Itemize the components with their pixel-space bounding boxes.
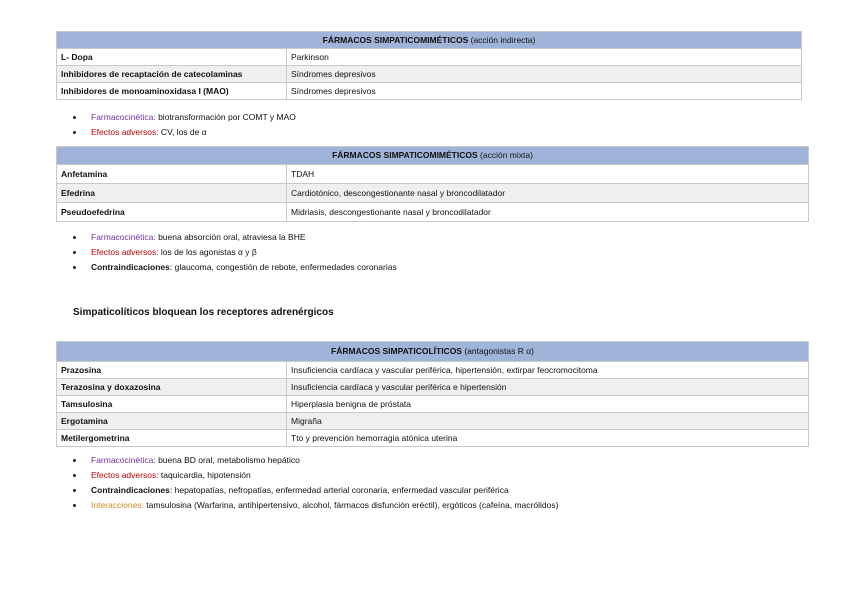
list-item: Efectos adversos: los de los agonistas α y β [73, 245, 397, 260]
table-simpaticomimeticos-mixta [56, 146, 809, 222]
drug-use: Síndromes depresivos [287, 66, 802, 83]
table-row [57, 165, 809, 184]
table-header-row [57, 147, 809, 165]
drug-name: Pseudoefedrina [57, 203, 287, 222]
list-item: Farmacocinética: buena absorción oral, atraviesa la BHE [73, 230, 397, 245]
table-row [57, 396, 809, 413]
table-row [57, 83, 802, 100]
drug-use: Parkinson [287, 49, 802, 66]
drug-name: Efedrina [57, 184, 287, 203]
list-item: Contraindicaciones: glaucoma, congestión de rebote, enfermedades coronarias [73, 260, 397, 275]
table-row [57, 203, 809, 222]
table-row [57, 49, 802, 66]
list-item: Farmacocinética: buena BD oral, metabolismo hepático [73, 453, 558, 468]
table-simpaticomimeticos-indirecta [56, 31, 802, 100]
table-row [57, 184, 809, 203]
list-item: Farmacocinética: biotransformación por COMT y MAO [73, 110, 296, 125]
drug-use: Cardiotónico, descongestionante nasal y broncodilatador [287, 184, 809, 203]
drug-use: Migraña [287, 413, 809, 430]
drug-use: Insuficiencia cardíaca y vascular periférica, hipertensión, extirpar feocromocitoma [287, 362, 809, 379]
table-row [57, 362, 809, 379]
drug-name: Prazosina [57, 362, 287, 379]
drug-use: Midriasis, descongestionante nasal y broncodilatador [287, 203, 809, 222]
notes-indirecta [73, 110, 296, 140]
list-item: Interacciones: tamsulosina (Warfarina, antihipertensivo, alcohol, fármacos disfunción eréctil), ergóticos (cafeína, macrólidos) [73, 498, 558, 513]
drug-use: Hiperplasia benigna de próstata [287, 396, 809, 413]
table-header: FÁRMACOS SIMPATICOMIMÉTICOS (acción mixta) [57, 147, 809, 165]
list-item: Efectos adversos: CV, los de α [73, 125, 296, 140]
table-row [57, 66, 802, 83]
drug-name: Terazosina y doxazosina [57, 379, 287, 396]
table-header-row [57, 342, 809, 362]
drug-name: Metilergometrina [57, 430, 287, 447]
drug-name: Inhibidores de monoaminoxidasa I (MAO) [57, 83, 287, 100]
notes-mixta [73, 230, 397, 275]
drug-use: Tto y prevención hemorragia atónica uterina [287, 430, 809, 447]
table-header-row [57, 32, 802, 49]
table-header: FÁRMACOS SIMPATICOLÍTICOS (antagonistas R α) [57, 342, 809, 362]
list-item: Contraindicaciones: hepatopatías, nefropatías, enfermedad arterial coronaria, enfermedad vascular periférica [73, 483, 558, 498]
table-row [57, 413, 809, 430]
list-item: Efectos adversos: taquicardia, hipotensión [73, 468, 558, 483]
table-simpaticoliticos [56, 341, 809, 447]
section-heading: Simpaticolíticos bloquean los receptores adrenérgicos [73, 307, 334, 318]
drug-name: Anfetamina [57, 165, 287, 184]
drug-name: Tamsulosina [57, 396, 287, 413]
drug-name: L- Dopa [57, 49, 287, 66]
drug-use: Síndromes depresivos [287, 83, 802, 100]
notes-simpaticoliticos [73, 453, 558, 513]
drug-use: Insuficiencia cardíaca y vascular periférica e hipertensión [287, 379, 809, 396]
table-row [57, 379, 809, 396]
table-row [57, 430, 809, 447]
table-header: FÁRMACOS SIMPATICOMIMÉTICOS (acción indirecta) [57, 32, 802, 49]
drug-name: Ergotamina [57, 413, 287, 430]
drug-use: TDAH [287, 165, 809, 184]
drug-name: Inhibidores de recaptación de catecolaminas [57, 66, 287, 83]
